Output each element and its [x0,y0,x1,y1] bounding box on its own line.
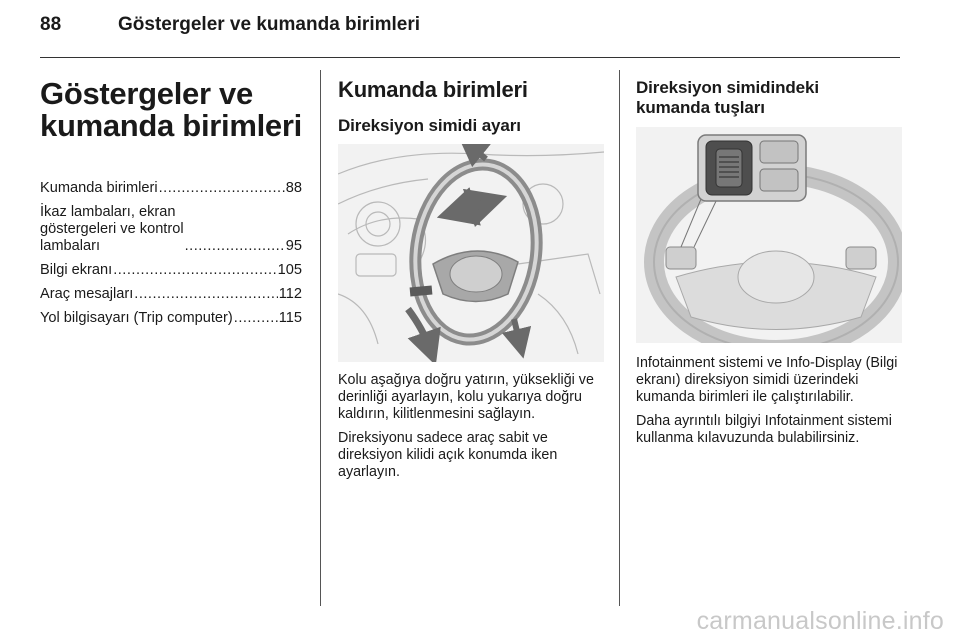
toc-leader [234,310,278,327]
paragraph: Infotainment sistemi ve Info-Display (Bilgi ekranı) direksiyon simidi üzerindeki kumanda birimleri ile çalıştırılabilir. [636,355,898,405]
toc-leader [159,180,285,197]
header-rule [40,57,900,58]
paragraph: Kolu aşağıya doğru yatırın, yüksekliği ve derinliği ayarlayın, kolu yukarıya doğru kaldırın, kilitlenmesini sağlayın. [338,372,594,422]
column-divider-1 [320,70,321,606]
toc-page: 88 [285,180,302,196]
toc-item[interactable] [40,180,302,197]
steering-adjustment-illustration [338,144,604,362]
toc-page: 105 [277,262,302,278]
toc-label: İkaz lambaları, ekran göstergeleri ve kontrol lambaları [40,204,184,254]
page-number: 88 [40,14,62,35]
chapter-column [40,78,302,334]
watermark: carmanualsonline.info [696,607,944,635]
paragraph: Daha ayrıntılı bilgiyi Infotainment sistemi kullanma kılavuzunda bulabilirsiniz. [636,413,892,446]
toc-leader [185,238,285,255]
table-of-contents [40,180,302,327]
running-title: Göstergeler ve kumanda birimleri [118,14,421,35]
section-heading: Direksiyon simidindeki kumanda tuşları [636,78,819,117]
toc-item[interactable] [40,262,302,279]
toc-label: Bilgi ekranı [40,262,113,278]
subsection-heading: Direksiyon simidi ayarı [338,116,521,135]
wheel-controls-column [636,78,902,454]
toc-page: 115 [278,310,302,326]
steering-wheel-controls-illustration [636,127,902,343]
toc-page: 95 [285,238,302,254]
toc-item[interactable] [40,286,302,303]
steering-adjust-column [338,78,608,488]
toc-leader [113,262,276,279]
section-heading: Kumanda birimleri [338,77,528,102]
toc-item[interactable] [40,204,302,255]
chapter-title: Göstergeler ve kumanda birimleri [40,76,302,143]
paragraph: Direksiyonu sadece araç sabit ve direksiyon kilidi açık konumda iken ayarlayın. [338,430,558,480]
toc-page: 112 [278,286,302,302]
toc-leader [134,286,277,303]
toc-label: Yol bilgisayarı (Trip computer) [40,310,233,326]
column-divider-2 [619,70,620,606]
toc-label: Kumanda birimleri [40,180,158,196]
toc-label: Araç mesajları [40,286,134,302]
toc-item[interactable] [40,310,302,327]
